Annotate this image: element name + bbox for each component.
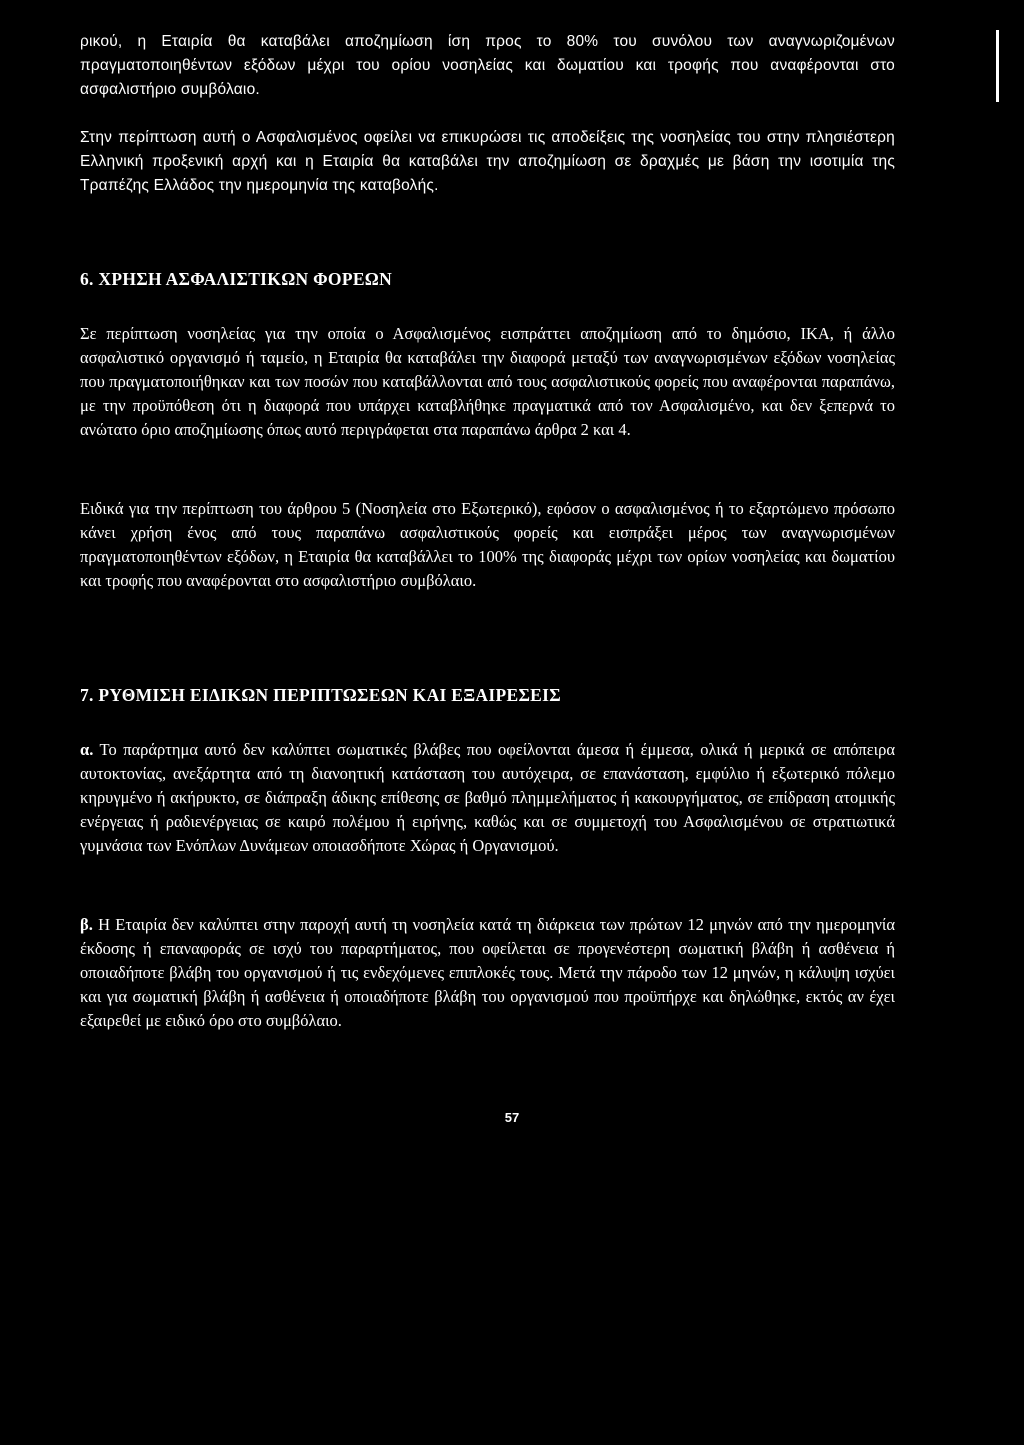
paragraph-exclusion-a <box>80 738 895 858</box>
paragraph-exclusion-b <box>80 913 895 1033</box>
margin-bar <box>996 30 999 102</box>
paragraph-continuation: ρικού, η Εταιρία θα καταβάλει αποζημίωση ίση προς το 80% του συνόλου των αναγνωριζομένων πραγματοποιηθέντων εξόδων μέχρι του ορίου νοσηλείας και δωματίου και τροφής που αναφέρονται στο ασφαλιστήριο συμβόλαιο. <box>80 33 895 98</box>
item-label-a: α. <box>80 740 94 759</box>
paragraph-consulate-validation: Στην περίπτωση αυτή ο Ασφαλισμένος οφείλει να επικυρώσει τις αποδείξεις της νοσηλείας του στην πλησιέστερη Ελληνική προξενική αρχή και η Εταιρία θα καταβάλει την αποζημίωση σε δραχμές με βάση την ισοτιμία της Τραπέζης Ελλάδος την ημερομηνία της καταβολής. <box>80 129 895 194</box>
item-text-a: Το παράρτημα αυτό δεν καλύπτει σωματικές βλάβες που οφείλονται άμεσα ή έμμεσα, ολικά ή μερικά σε απόπειρα αυτοκτονίας, ανεξάρτητα από τη διανοητική κατάσταση του αυτόχειρα, σε επανάσταση, εμφύλιο ή εξωτερικό πόλεμο κηρυγμένο ή ακήρυκτο, σε διάπραξη άδικης επίθεσης σε βαθμό πλημμελήματος ή κακουργήματος, σε επίδραση ατομικής ενέργειας ή ραδιενέργειας σε καιρό πολέμου ή ειρήνης, καθώς και σε συμμετοχή του Ασφαλισμένου σε στρατιωτικά γυμνάσια των Ενόπλων Δυνάμεων οποιασδήποτε Χώρας ή Οργανισμού. <box>80 740 895 855</box>
page-number: 57 <box>504 1110 520 1125</box>
paragraph-abroad-hospitalization: Ειδικά για την περίπτωση του άρθρου 5 (Νοσηλεία στο Εξωτερικό), εφόσον ο ασφαλισμένος ή το εξαρτώμενο πρόσωπο κάνει χρήση ένος από τους παραπάνω ασφαλιστικούς φορείς και εισπράξει μέρος των αναγνωρισμένων πραγματοποιηθέντων εξόδων, η Εταιρία θα καταβάλλει το 100% της διαφοράς μέχρι των ορίων νοσηλείας και δωματίου και τροφής που αναφέρονται στο ασφαλιστήριο συμβόλαιο. <box>80 499 895 590</box>
item-text-b: Η Εταιρία δεν καλύπτει στην παροχή αυτή τη νοσηλεία κατά τη διάρκεια των πρώτων 12 μηνών από την ημερομηνία έκδοσης ή επαναφοράς σε ισχύ του παραρτήματος, που οφείλεται σε προγενέστερη σωματική βλάβη ή ασθένεια ή οποιαδήποτε βλάβη του οργανισμού ή τις ενδεχόμενες επιπλοκές τους. Μετά την πάροδο των 12 μηνών, η κάλυψη ισχύει και για σωματική βλάβη ή ασθένεια ή οποιαδήποτε βλάβη του οργανισμού που προϋπήρχε και δηλώθηκε, εκτός αν έχει εξαιρεθεί με ειδικό όρο στο συμβόλαιο. <box>80 915 896 1030</box>
paragraph-insurance-bodies: Σε περίπτωση νοσηλείας για την οποία ο Ασφαλισμένος εισπράττει αποζημίωση από το δημόσιο, ΙΚΑ, ή άλλο ασφαλιστικό οργανισμό ή ταμείο, η Εταιρία θα καταβάλει την διαφορά μεταξύ των αναγνωρισμένων εξόδων νοσηλείας που πραγματοποιήθηκαν και των ποσών που καταβάλλονται από τους ασφαλιστικούς φορείς που αναφέρονται παραπάνω, με την προϋπόθεση ότι η διαφορά που υπάρχει καταβλήθηκε πραγματικά από τον Ασφαλισμένο, και δεν ξεπερνά το ανώτατο όριο αποζημίωσης όπως αυτό περιγράφεται στα παραπάνω άρθρα 2 και 4. <box>80 324 895 439</box>
section-heading-7: 7. ΡΥΘΜΙΣΗ ΕΙΔΙΚΩΝ ΠΕΡΙΠΤΩΣΕΩΝ ΚΑΙ ΕΞΑΙΡΕΣΕΙΣ <box>80 685 562 705</box>
section-heading-6: 6. ΧΡΗΣΗ ΑΣΦΑΛΙΣΤΙΚΩΝ ΦΟΡΕΩΝ <box>80 269 393 289</box>
item-label-b: β. <box>80 915 93 934</box>
